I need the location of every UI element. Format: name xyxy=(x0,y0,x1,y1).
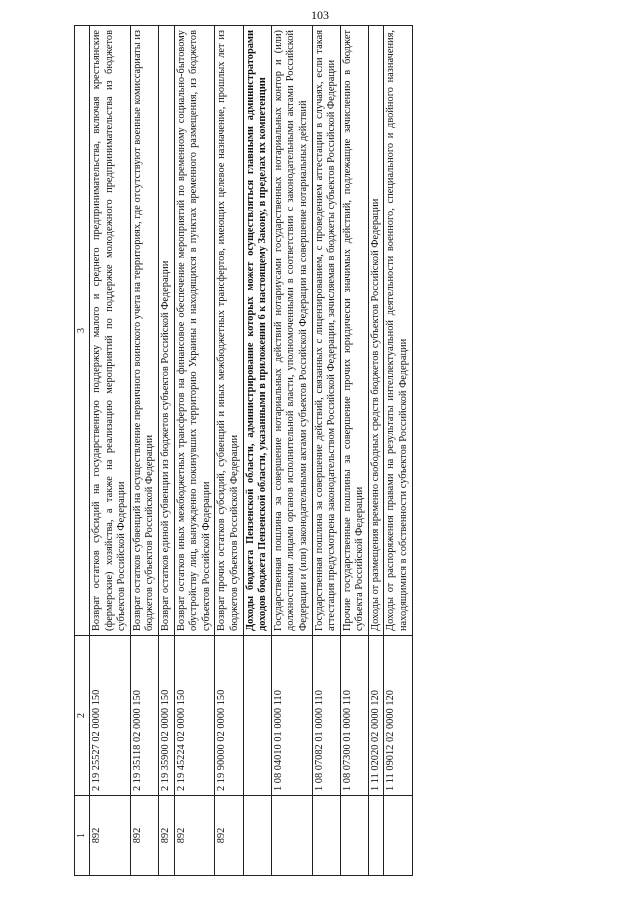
admin-code-cell xyxy=(340,796,368,876)
description-cell: Прочие государственные пошлины за совершение прочих юридически значимых действий, подлежащие зачислению в бюджет субъекта Российской Федерации xyxy=(340,26,368,636)
table-row xyxy=(271,26,312,876)
admin-code-cell xyxy=(312,796,340,876)
budget-code-cell: 2 19 90000 02 0000 150 xyxy=(215,636,243,796)
description-cell: Государственная пошлина за совершение действий, связанных с лицензированием, с проведением аттестации в случаях, если такая аттестация предусмотрена законодательством Российской Федерации, зачисляемая в бюджеты субъектов Российской Федерации xyxy=(312,26,340,636)
description-cell: Доходы от размещения временно свободных средств бюджетов субъектов Российской Федерации xyxy=(368,26,384,636)
budget-code-cell: 2 19 35900 02 0000 150 xyxy=(158,636,174,796)
page-number: 103 xyxy=(311,8,329,22)
description-cell: Возврат остатков субвенций на осуществление первичного воинского учета на территориях, где отсутствуют военные комиссариаты из бюджетов субъектов Российской Федерации xyxy=(130,26,158,636)
description-cell: Возврат остатков единой субвенции из бюджетов субъектов Российской Федерации xyxy=(158,26,174,636)
header-col-3: 3 xyxy=(75,26,90,636)
rotated-table-area xyxy=(74,26,584,876)
budget-code-cell: 2 19 35118 02 0000 150 xyxy=(130,636,158,796)
description-cell: Доходы бюджета Пензенской области, администрирование которых может осуществляться главными администраторами доходов бюджета Пензенской области, указанными в приложении 6 к настоящему Закону, в пределах их компетенции xyxy=(243,26,271,636)
table-row xyxy=(130,26,158,876)
header-col-2: 2 xyxy=(75,636,90,796)
admin-code-cell: 892 xyxy=(174,796,215,876)
admin-code-cell xyxy=(384,796,412,876)
table-row xyxy=(340,26,368,876)
table-row xyxy=(158,26,174,876)
budget-code-cell: 1 08 07300 01 0000 110 xyxy=(340,636,368,796)
table-row xyxy=(215,26,243,876)
description-cell: Возврат остатков субсидий на государственную поддержку малого и среднего предпринимательства, включая крестьянские (фермерские) хозяйства, а также на реализацию мероприятий по поддержке молодежного предпринимательства из бюджетов субъектов Российской Федерации xyxy=(90,26,131,636)
admin-code-cell xyxy=(271,796,312,876)
table-body xyxy=(90,26,413,876)
admin-code-cell: 892 xyxy=(215,796,243,876)
budget-code-cell: 1 08 04010 01 0000 110 xyxy=(271,636,312,796)
table-row xyxy=(90,26,131,876)
budget-code-cell: 1 08 07082 01 0000 110 xyxy=(312,636,340,796)
admin-code-cell: 892 xyxy=(158,796,174,876)
budget-code-cell: 1 11 09012 02 0000 120 xyxy=(384,636,412,796)
admin-code-cell xyxy=(368,796,384,876)
rotated-table-container xyxy=(74,26,584,876)
table-row xyxy=(174,26,215,876)
budget-code-cell: 2 19 45224 02 0000 150 xyxy=(174,636,215,796)
header-col-1: 1 xyxy=(75,796,90,876)
admin-code-cell xyxy=(243,796,271,876)
description-cell: Доходы от распоряжения правами на результаты интеллектуальной деятельности военного, специального и двойного назначения, находящимися в собственности субъектов Российской Федерации xyxy=(384,26,412,636)
description-cell: Государственная пошлина за совершение нотариальных действий нотариусами государственных нотариальных контор и (или) должностными лицами органов исполнительной власти, уполномоченными в соответствии с законодательными актами Российской Федерации и (или) законодательными актами субъектов Российской Федерации на совершение нотариальных действий xyxy=(271,26,312,636)
budget-code-cell: 1 11 02020 02 0000 120 xyxy=(368,636,384,796)
description-cell: Возврат прочих остатков субсидий, субвенций и иных межбюджетных трансфертов, имеющих целевое назначение, прошлых лет из бюджетов субъектов Российской Федерации xyxy=(215,26,243,636)
table-header-row xyxy=(75,26,90,876)
table-row xyxy=(368,26,384,876)
admin-code-cell: 892 xyxy=(130,796,158,876)
admin-code-cell: 892 xyxy=(90,796,131,876)
description-cell: Возврат остатков иных межбюджетных трансфертов на финансовое обеспечение мероприятий по временному социально-бытовому обустройству лиц, вынужденно покинувших территорию Украины и находящихся в пунктах временного размещения, из бюджетов субъектов Российской Федерации xyxy=(174,26,215,636)
table-row xyxy=(384,26,412,876)
revenue-codes-table xyxy=(74,25,413,876)
table-row xyxy=(243,26,271,876)
budget-code-cell xyxy=(243,636,271,796)
table-row xyxy=(312,26,340,876)
budget-code-cell: 2 19 25527 02 0000 150 xyxy=(90,636,131,796)
